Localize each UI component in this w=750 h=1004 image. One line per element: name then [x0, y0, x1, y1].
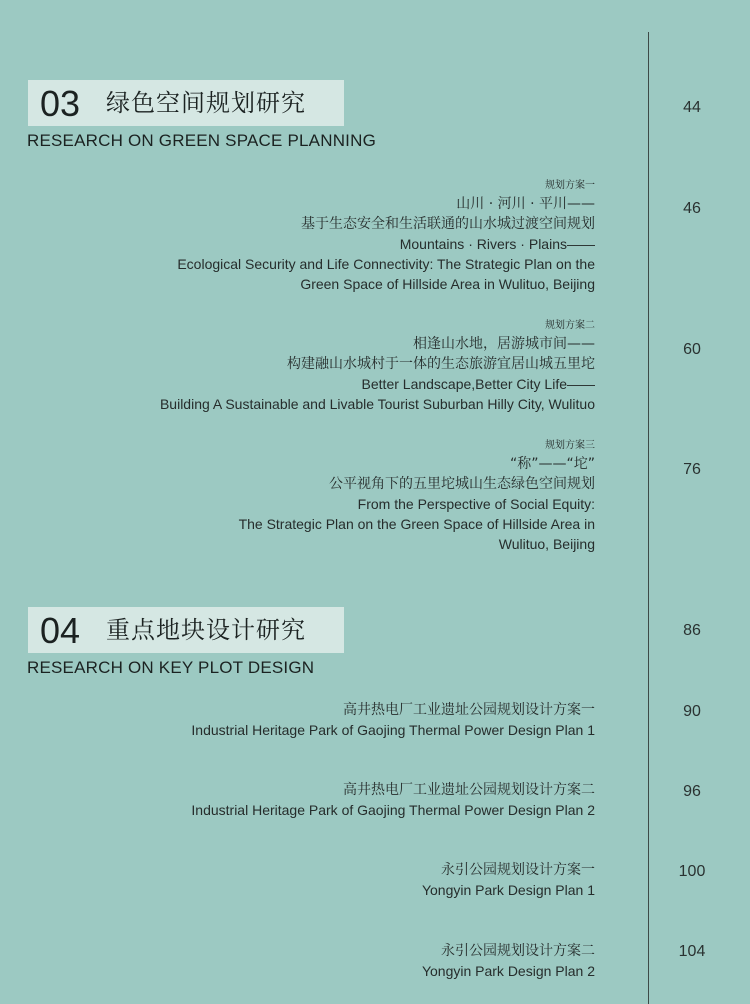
page-number: 44 [683, 99, 701, 116]
entry-title-en: Industrial Heritage Park of Gaojing Thermal Power Design Plan 2 [191, 802, 595, 818]
entry-title-en: Yongyin Park Design Plan 1 [421, 882, 595, 898]
entry-title-cn: 高井热电厂工业遗址公园规划设计方案二 [343, 782, 595, 798]
section-header-04 [28, 607, 344, 653]
section-title-en: RESEARCH ON KEY PLOT DESIGN [27, 658, 315, 677]
entry-subtitle-cn: 构建融山水城村于一体的生态旅游宜居山城五里坨 [287, 356, 595, 372]
entry-title-cn: 永引公园规划设计方案二 [441, 943, 595, 959]
plan-label: 规划方案一 [545, 180, 595, 191]
plan-label: 规划方案二 [545, 320, 595, 331]
entry-title-cn: 永引公园规划设计方案一 [441, 862, 595, 878]
entry-title-en: Yongyin Park Design Plan 2 [421, 963, 595, 979]
page-number: 100 [678, 863, 706, 880]
toc-entry [177, 178, 595, 294]
entry-subtitle-en: Building A Sustainable and Livable Tourist Suburban Hilly City, Wulituo [159, 396, 595, 412]
page-number: 86 [683, 622, 701, 639]
page-number: 96 [683, 783, 701, 800]
page-number: 46 [683, 200, 701, 217]
toc-entry [239, 438, 595, 554]
section-header-03 [28, 80, 344, 126]
toc-entry [422, 860, 595, 900]
entry-title-cn: 高井热电厂工业遗址公园规划设计方案一 [343, 702, 595, 718]
section-title-en: RESEARCH ON GREEN SPACE PLANNING [27, 131, 376, 150]
entry-title-en: Better Landscape,Better City Life—— [361, 376, 595, 392]
entry-subtitle-en: Green Space of Hillside Area in Wulituo, Beijing [300, 276, 595, 292]
section-number: 03 [40, 83, 81, 124]
page-number: 104 [678, 943, 706, 960]
entry-title-cn: 山川 · 河川 · 平川—— [456, 196, 595, 212]
plan-label: 规划方案三 [545, 440, 595, 451]
page-number: 60 [683, 341, 701, 358]
entry-subtitle-cn: 公平视角下的五里坨城山生态绿色空间规划 [329, 476, 595, 492]
divider-line [648, 32, 649, 1004]
toc-entry [191, 700, 595, 740]
entry-subtitle-en: The Strategic Plan on the Green Space of Hillside Area in [238, 516, 595, 532]
toc-entry [191, 780, 595, 820]
entry-title-en: Industrial Heritage Park of Gaojing Thermal Power Design Plan 1 [191, 722, 595, 738]
entry-subtitle-en: Ecological Security and Life Connectivity: The Strategic Plan on the [177, 256, 595, 272]
entry-title-en: Mountains · Rivers · Plains—— [399, 236, 595, 252]
entry-subtitle-en: Wulituo, Beijing [498, 536, 595, 552]
entry-subtitle-cn: 基于生态安全和生活联通的山水城过渡空间规划 [301, 216, 595, 232]
section-title-cn: 绿色空间规划研究 [106, 89, 306, 117]
page-number: 76 [683, 461, 701, 478]
entry-title-cn: “称”——“坨” [509, 456, 595, 472]
section-number: 04 [40, 610, 81, 651]
section-title-cn: 重点地块设计研究 [106, 616, 306, 644]
toc-entry [160, 318, 595, 414]
page-number: 90 [683, 703, 701, 720]
toc-entry [422, 941, 595, 981]
entry-title-en: From the Perspective of Social Equity: [357, 496, 595, 512]
entry-title-cn: 相逢山水地，居游城市间—— [413, 336, 595, 352]
